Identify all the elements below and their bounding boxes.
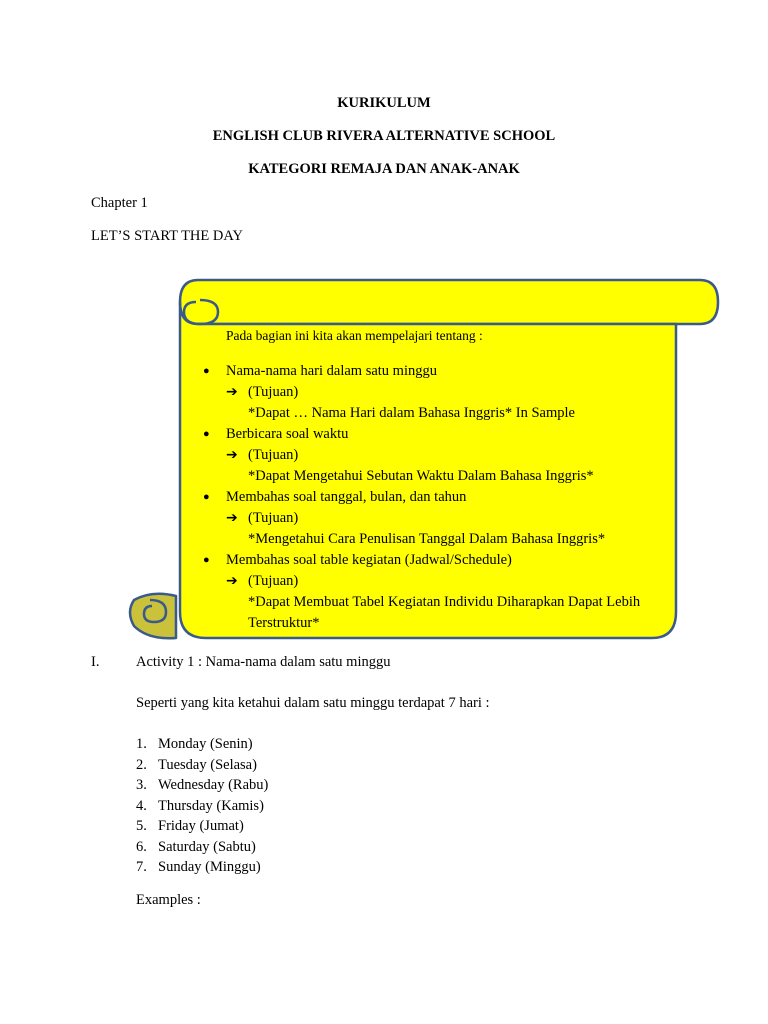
bullet-icon: ●: [203, 365, 210, 377]
day-number: 5.: [136, 818, 147, 834]
scroll-topic: Membahas soal tanggal, bulan, dan tahun: [226, 489, 467, 505]
goal-label: (Tujuan): [248, 573, 299, 589]
day-name: Tuesday (Selasa): [158, 756, 257, 773]
scroll-topic: Berbicara soal waktu: [226, 426, 349, 442]
day-name: Wednesday (Rabu): [158, 777, 269, 793]
arrow-right-icon: ➔: [226, 510, 238, 526]
scroll-goal-row: [226, 385, 298, 400]
scroll-intro: Pada bagian ini kita akan mempelajari tentang :: [226, 328, 483, 343]
bullet-icon: ●: [203, 491, 210, 503]
arrow-right-icon: ➔: [226, 384, 238, 400]
chapter-title: LET’S START THE DAY: [91, 228, 243, 244]
scroll-goal-row: [226, 574, 298, 589]
arrow-right-icon: ➔: [226, 447, 238, 463]
goal-description: *Mengetahui Cara Penulisan Tanggal Dalam Bahasa Inggris*: [248, 531, 606, 547]
arrow-right-icon: ➔: [226, 573, 238, 589]
scroll-goal-row: [226, 511, 298, 526]
document-category: KATEGORI REMAJA DAN ANAK-ANAK: [248, 161, 520, 177]
bullet-icon: ●: [203, 554, 210, 566]
document-title: KURIKULUM: [337, 95, 431, 111]
goal-label: (Tujuan): [248, 384, 299, 400]
scroll-topic: Nama-nama hari dalam satu minggu: [226, 363, 437, 379]
scroll-topic: Membahas soal table kegiatan (Jadwal/Schedule): [226, 552, 512, 568]
goal-label: (Tujuan): [248, 510, 299, 526]
day-name: Thursday (Kamis): [158, 797, 264, 814]
activity-title: Activity 1 : Nama-nama dalam satu minggu: [136, 654, 391, 670]
chapter-label: Chapter 1: [91, 195, 148, 211]
day-number: 4.: [136, 797, 147, 814]
day-name: Saturday (Sabtu): [158, 838, 256, 855]
examples-label: Examples :: [136, 892, 201, 908]
day-number: 2.: [136, 756, 147, 773]
goal-label: (Tujuan): [248, 447, 299, 463]
day-number: 7.: [136, 859, 147, 875]
activity-numeral: I.: [91, 654, 100, 670]
activity-intro: Seperti yang kita ketahui dalam satu minggu terdapat 7 hari :: [136, 695, 490, 711]
day-number: 6.: [136, 838, 147, 855]
goal-description: *Dapat Mengetahui Sebutan Waktu Dalam Bahasa Inggris*: [248, 468, 594, 484]
goal-description: *Dapat Membuat Tabel Kegiatan Individu Diharapkan Dapat Lebih: [248, 594, 641, 610]
goal-description: *Dapat … Nama Hari dalam Bahasa Inggris* In Sample: [248, 405, 575, 421]
bullet-icon: ●: [203, 428, 210, 440]
day-name: Sunday (Minggu): [158, 859, 261, 875]
goal-description: Terstruktur*: [248, 615, 320, 631]
day-name: Monday (Senin): [158, 736, 253, 752]
day-number: 1.: [136, 736, 147, 752]
scroll-goal-row: [226, 448, 298, 463]
day-number: 3.: [136, 777, 147, 793]
document-subtitle: ENGLISH CLUB RIVERA ALTERNATIVE SCHOOL: [212, 128, 556, 144]
day-name: Friday (Jumat): [158, 818, 244, 834]
